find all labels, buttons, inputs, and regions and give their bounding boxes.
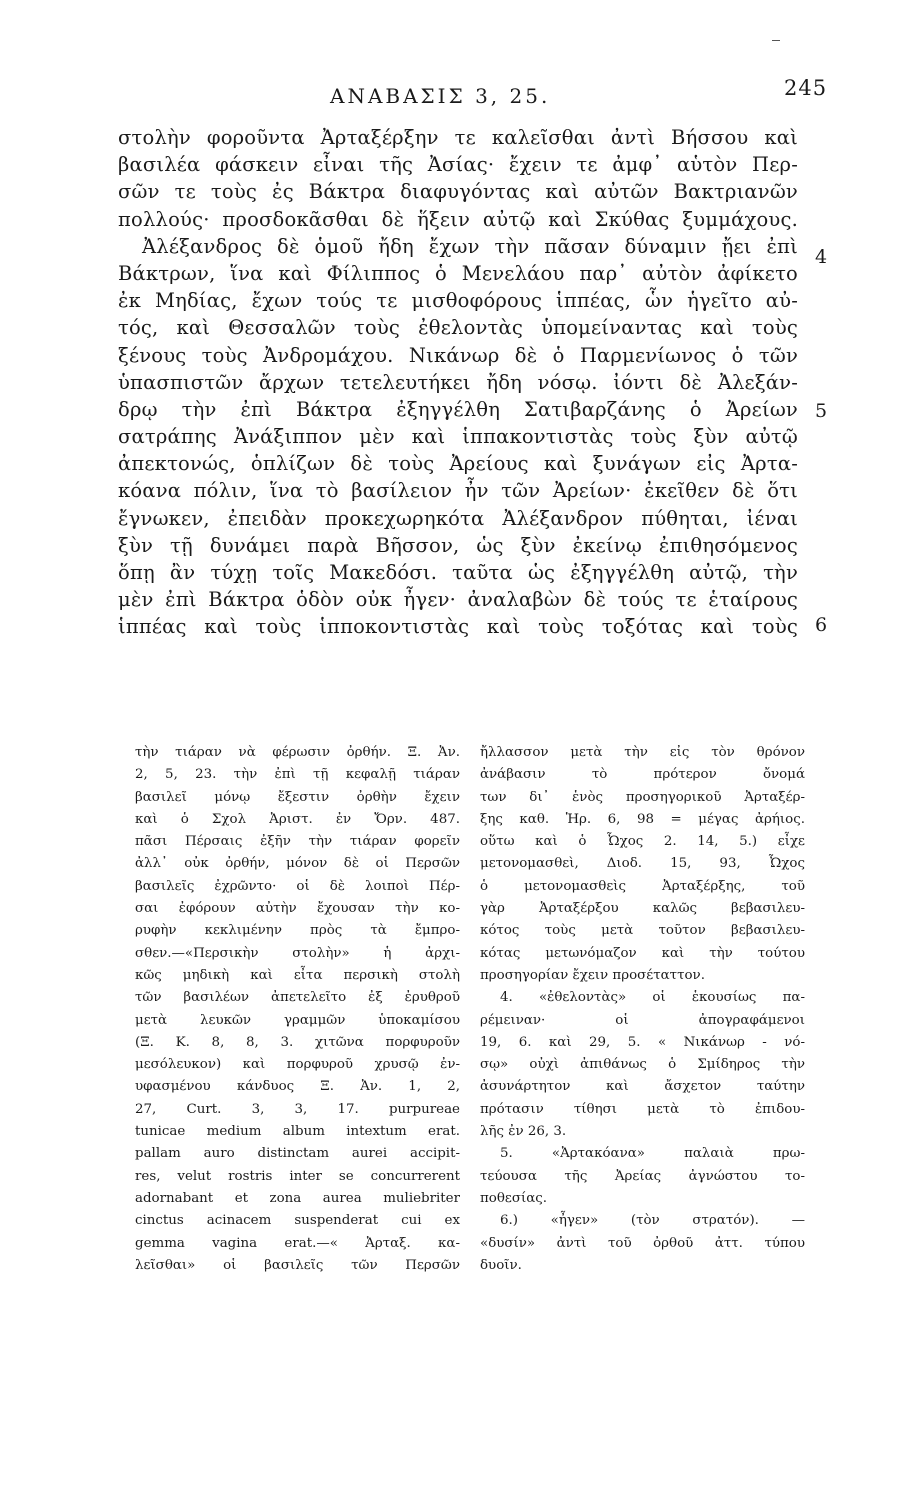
footnote-line: μετὰ λευκῶν γραμμῶν ὑποκαμίσου <box>135 1012 460 1028</box>
footnote-line: ποθεσίας. <box>480 1190 548 1206</box>
footnote-line: βασιλεῖς ἐχρῶντο· οἱ δὲ λοιποὶ Πέρ- <box>135 878 460 894</box>
footnote-line: 6.) «ἦγεν» (τὸν στρατόν). — <box>500 1213 805 1229</box>
footnote-line: οὕτω καὶ ὁ Ὦχος 2. 14, 5.) εἶχε <box>480 834 805 850</box>
main-line: Ἀλέξανδρος δὲ ὁμοῦ ἤδη ἔχων τὴν πᾶσαν δύναμιν ᾔει ἐπὶ <box>142 234 798 258</box>
main-line: ξὺν τῇ δυνάμει παρὰ Βῆσσον, ὡς ξὺν ἐκείνῳ ἐπιθησόμενος <box>118 533 798 557</box>
footnote-line: 27, Curt. 3, 3, 17. purpureae <box>135 1101 460 1117</box>
footnote-line: 2, 5, 23. τὴν ἐπὶ τῇ κεφαλῇ τιάραν <box>135 767 460 783</box>
main-line: τός, καὶ Θεσσαλῶν τοὺς ἐθελοντὰς ὑπομείναντας καὶ τοὺς <box>118 316 798 340</box>
footnote-line: υφασμένου κάνδυος Ξ. Ἀν. 1, 2, <box>135 1079 460 1095</box>
footnote-line: καὶ ὁ Σχολ Ἀριστ. ἐν Ὄρν. 487. <box>135 811 460 827</box>
main-line: πολλούς· προσδοκᾶσθαι δὲ ἥξειν αὐτῷ καὶ Σκύθας ξυμμάχους. <box>118 207 798 231</box>
footnote-line: σῳ» οὐχὶ ἀπιθάνως ὁ Σμίδηρος τὴν <box>480 1057 805 1073</box>
main-line: ἔγνωκεν, ἐπειδὰν προκεχωρηκότα Ἀλέξανδρον πύθηται, ἰέναι <box>118 506 798 530</box>
footnotes-left-column <box>135 742 460 1277</box>
footnote-line: λῆς ἐν 26, 3. <box>480 1124 567 1140</box>
footnote-line: σαι ἐφόρουν αὐτὴν ἔχουσαν τὴν κο- <box>135 901 460 917</box>
footnote-line: τεύουσα τῆς Ἀρείας ἀγνώστου το- <box>480 1168 805 1184</box>
main-line: ἀπεκτονώς, ὁπλίζων δὲ τοὺς Ἀρείους καὶ ξυνάγων εἰς Ἀρτα- <box>118 452 798 476</box>
page-number: 245 <box>784 76 828 100</box>
footnote-line: ἀνάβασιν τὸ πρότερον ὄνομά <box>480 767 805 783</box>
main-line: ὑπασπιστῶν ἄρχων τετελευτήκει ἤδη νόσῳ. ἰόντι δὲ Ἀλεξάν- <box>118 370 798 394</box>
footnote-line: res, velut rostris inter se concurrerent <box>135 1168 460 1184</box>
footnote-line: κότας μετωνόμαζον καὶ τὴν τούτου <box>480 945 805 961</box>
footnote-line: πᾶσι Πέρσαις ἐξῆν τὴν τιάραν φορεῖν <box>135 834 460 850</box>
footnote-line: ὁ μετονομασθεὶς Ἀρταξέρξης, τοῦ <box>480 878 805 894</box>
footnote-line: βασιλεῖ μόνῳ ἔξεστιν ὀρθὴν ἔχειν <box>135 789 460 805</box>
footnote-line: ἀλλ᾽ οὐκ ὀρθήν, μόνον δὲ οἱ Περσῶν <box>135 856 460 872</box>
footnote-line: pallam auro distinctam aurei accipit- <box>135 1146 460 1162</box>
main-line: ξένους τοὺς Ἀνδρομάχου. Νικάνωρ δὲ ὁ Παρμενίωνος ὁ τῶν <box>118 343 798 367</box>
footnote-line: κῶς μηδικὴ καὶ εἶτα περσικὴ στολὴ <box>135 967 460 983</box>
main-line: βασιλέα φάσκειν εἶναι τῆς Ἀσίας· ἔχειν τε ἀμφ᾽ αὑτὸν Περ- <box>118 153 798 177</box>
margin-section-number: 5 <box>815 400 828 422</box>
footnote-line: cinctus acinacem suspenderat cui ex <box>135 1213 460 1229</box>
main-line: ὅπῃ ἂν τύχῃ τοῖς Μακεδόσι. ταῦτα ὡς ἐξηγγέλθη αὐτῷ, τὴν <box>118 561 798 584</box>
footnote-line: τὴν τιάραν νὰ φέρωσιν ὀρθήν. Ξ. Ἀν. <box>135 745 460 760</box>
footnote-line: 19, 6. καὶ 29, 5. « Νικάνωρ - νό- <box>480 1034 805 1050</box>
margin-section-number: 4 <box>815 246 828 268</box>
main-line: σατράπης Ἀνάξιππον μὲν καὶ ἱππακοντιστὰς τοὺς ξὺν αὐτῷ <box>118 425 798 449</box>
footnote-line: 5. «Ἀρτακόανα» παλαιὰ πρω- <box>500 1146 805 1162</box>
footnote-line: ρυφὴν κεκλιμένην πρὸς τὰ ἔμπρο- <box>135 923 460 939</box>
footnote-line: adornabant et zona aurea muliebriter <box>135 1190 460 1206</box>
footnote-line: μεσόλευκον) καὶ πορφυροῦ χρυσῷ ἐν- <box>135 1057 460 1073</box>
margin-section-number: 6 <box>815 614 828 636</box>
footnotes-right-column <box>480 742 805 1277</box>
footnote-line: προσηγορίαν ἔχειν προσέταττον. <box>480 967 705 983</box>
footnote-line: κότος τοὺς μετὰ τοῦτον βεβασιλευ- <box>480 923 805 939</box>
main-line: ἐκ Μηδίας, ἔχων τούς τε μισθοφόρους ἱππέας, ὧν ἡγεῖτο αὐ- <box>118 289 798 313</box>
footnote-line: μετονομασθεὶ, Διοδ. 15, 93, Ὦχος <box>480 856 805 872</box>
footnote-line: tunicae medium album intextum erat. <box>135 1124 460 1140</box>
main-line: μὲν ἐπὶ Βάκτρα ὁδὸν οὐκ ἦγεν· ἀναλαβὼν δὲ τούς τε ἑταίρους <box>118 588 798 612</box>
footnote-line: δυοῖν. <box>480 1257 522 1273</box>
main-line: σῶν τε τοὺς ἐς Βάκτρα διαφυγόντας καὶ αὐτῶν Βακτριανῶν <box>118 180 798 204</box>
main-line: ἱππέας καὶ τοὺς ἱπποκοντιστὰς καὶ τοὺς τοξότας καὶ τοὺς <box>118 615 798 639</box>
footnote-line: πρότασιν τίθησι μετὰ τὸ ἐπιδου- <box>480 1101 805 1117</box>
footnote-line: των δι᾽ ἑνὸς προσηγορικοῦ Ἀρταξέρ- <box>480 789 805 805</box>
footnote-line: ρέμειναν· οἱ ἀπογραφάμενοι <box>480 1012 805 1028</box>
main-line: Βάκτρων, ἵνα καὶ Φίλιππος ὁ Μενελάου παρ᾽ αὐτὸν ἀφίκετο <box>118 261 798 285</box>
main-line: δρῳ τὴν ἐπὶ Βάκτρα ἐξηγγέλθη Σατιβαρζάνης ὁ Ἀρείων <box>118 397 798 421</box>
main-line: στολὴν φοροῦντα Ἀρταξέρξην τε καλεῖσθαι ἀντὶ Βήσσου καὶ <box>118 126 798 149</box>
running-head: ΑΝΑΒΑΣΙΣ 3, 25. <box>330 84 551 108</box>
footnote-line: ἤλλασσον μετὰ τὴν εἰς τὸν θρόνον <box>480 745 805 760</box>
footnote-line: ξης καθ. Ἡρ. 6, 98 = μέγας ἀρήιος. <box>480 811 805 827</box>
footnote-line: σθεν.—«Περσικὴν στολὴν» ἡ ἀρχι- <box>135 945 460 961</box>
corner-mark <box>772 40 780 41</box>
footnote-line: γὰρ Ἀρταξέρξου καλῶς βεβασιλευ- <box>480 901 805 917</box>
footnote-line: (Ξ. Κ. 8, 8, 3. χιτῶνα πορφυροῦν <box>135 1034 460 1050</box>
footnote-line: gemma vagina erat.—« Ἀρταξ. κα- <box>135 1235 460 1251</box>
footnote-line: λεῖσθαι» οἱ βασιλεῖς τῶν Περσῶν <box>135 1257 460 1273</box>
main-line: κόανα πόλιν, ἵνα τὸ βασίλειον ἦν τῶν Ἀρείων· ἐκεῖθεν δὲ ὅτι <box>118 479 798 503</box>
footnote-line: 4. «ἐθελοντὰς» οἱ ἑκουσίως πα- <box>500 990 805 1006</box>
footnote-line: «δυσίν» ἀντὶ τοῦ ὀρθοῦ ἀττ. τύπου <box>480 1235 805 1251</box>
footnote-line: ἀσυνάρτητον καὶ ἄσχετον ταύτην <box>480 1079 805 1095</box>
footnote-line: τῶν βασιλέων ἀπετελεῖτο ἐξ ἐρυθροῦ <box>135 990 460 1006</box>
main-text <box>118 124 798 641</box>
